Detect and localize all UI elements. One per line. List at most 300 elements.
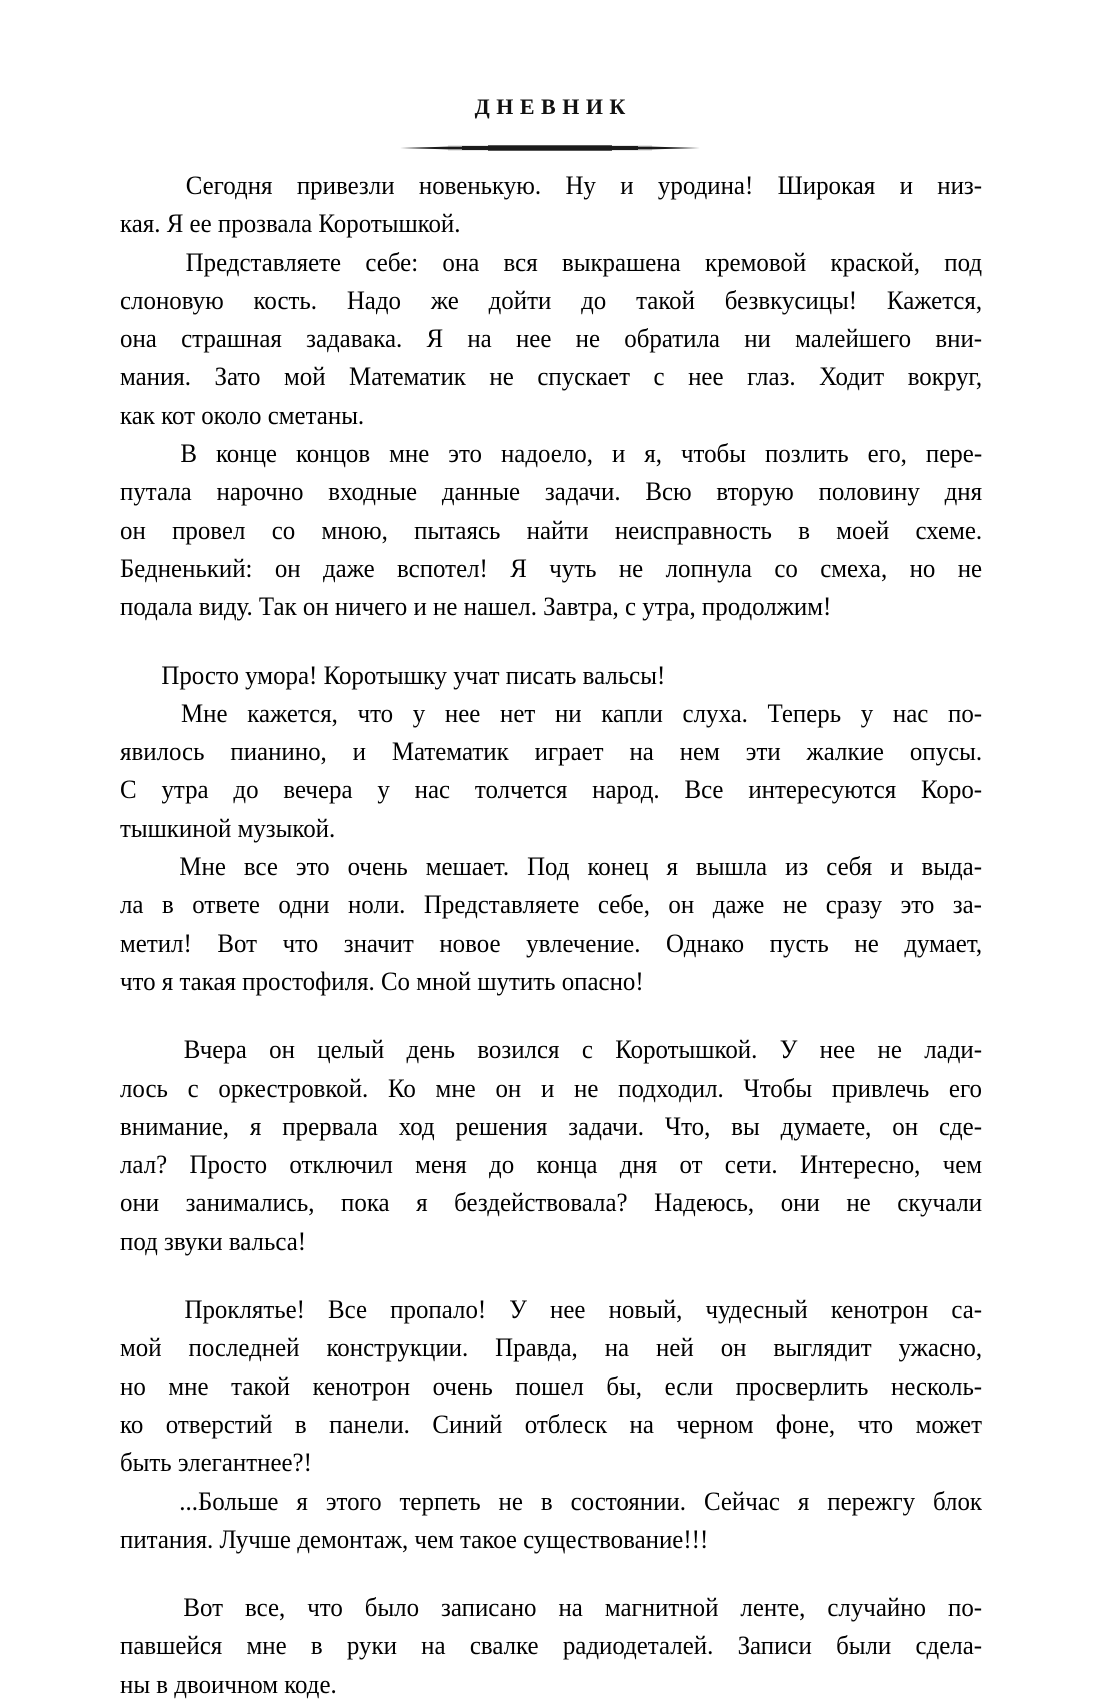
word: отблеск bbox=[524, 1408, 608, 1439]
text-line bbox=[120, 847, 982, 885]
word: от bbox=[679, 1149, 703, 1180]
word: толчется bbox=[474, 774, 568, 805]
word: скучали bbox=[897, 1187, 983, 1218]
word: она bbox=[442, 246, 480, 277]
word: лось bbox=[120, 1072, 168, 1103]
word: дойти bbox=[488, 284, 552, 315]
word: Так bbox=[258, 591, 297, 622]
word: В bbox=[180, 438, 197, 469]
word: павшейся bbox=[120, 1630, 223, 1661]
word: и bbox=[611, 438, 626, 469]
text-line bbox=[120, 1626, 982, 1664]
word: он bbox=[495, 1072, 522, 1103]
text-line bbox=[120, 511, 982, 549]
text-line bbox=[120, 396, 982, 434]
word: позлить bbox=[764, 438, 849, 469]
word: он bbox=[269, 1034, 295, 1065]
word: я, bbox=[644, 438, 662, 469]
word: дня bbox=[619, 1149, 658, 1180]
word: радиодеталей. bbox=[562, 1630, 714, 1661]
word: конструкции. bbox=[326, 1332, 469, 1363]
word: метил! bbox=[120, 927, 192, 958]
word: ни bbox=[744, 323, 771, 354]
word: нее bbox=[688, 361, 724, 392]
text-line bbox=[120, 1030, 982, 1068]
paragraph-indent bbox=[120, 694, 161, 732]
word: за- bbox=[952, 889, 982, 920]
text-line bbox=[120, 1183, 982, 1221]
word: путала bbox=[120, 476, 192, 507]
text-line bbox=[120, 472, 982, 510]
word: ...Больше bbox=[179, 1485, 279, 1516]
word: я bbox=[249, 1110, 262, 1141]
word: это bbox=[295, 851, 330, 882]
word: с bbox=[581, 1034, 593, 1065]
text-line bbox=[120, 1520, 982, 1558]
word: до bbox=[489, 1149, 515, 1180]
paragraph-indent bbox=[120, 434, 161, 472]
word: в bbox=[156, 1668, 169, 1699]
word: по- bbox=[948, 1592, 983, 1623]
word: были bbox=[836, 1630, 892, 1661]
word: очень bbox=[347, 851, 408, 882]
word: смеха, bbox=[820, 552, 888, 583]
word: привлечь bbox=[831, 1072, 930, 1103]
word: концов bbox=[295, 438, 371, 469]
word: У bbox=[779, 1034, 798, 1065]
word: ленте, bbox=[740, 1592, 806, 1623]
word: Все bbox=[684, 774, 724, 805]
word: чуть bbox=[549, 552, 597, 583]
word: до bbox=[233, 774, 259, 805]
word: случайно bbox=[827, 1592, 927, 1623]
word: возился bbox=[477, 1034, 560, 1065]
body-paragraph bbox=[120, 166, 982, 243]
text-line bbox=[120, 1482, 982, 1520]
word: под bbox=[120, 1225, 158, 1256]
word: умора! bbox=[245, 659, 318, 690]
diary-entry bbox=[120, 656, 982, 1001]
word: Коротышку bbox=[323, 659, 447, 690]
word: Чтобы bbox=[743, 1072, 813, 1103]
text-line bbox=[120, 587, 982, 625]
word: в bbox=[798, 514, 810, 545]
word: ла bbox=[120, 889, 144, 920]
word: было bbox=[364, 1592, 420, 1623]
paragraph-indent bbox=[120, 1290, 161, 1328]
word: даже bbox=[712, 889, 765, 920]
word: и bbox=[890, 851, 904, 882]
word: жалкие bbox=[806, 736, 884, 767]
text-line bbox=[120, 1069, 982, 1107]
word: и bbox=[540, 1072, 555, 1103]
word: страшная bbox=[181, 323, 282, 354]
word: думает, bbox=[904, 927, 983, 958]
word: из bbox=[785, 851, 809, 882]
word: Интересно, bbox=[799, 1149, 921, 1180]
word: быть bbox=[120, 1447, 172, 1478]
word: вальсы! bbox=[582, 659, 666, 690]
word: половину bbox=[818, 476, 920, 507]
word: конец bbox=[587, 851, 649, 882]
word: свалке bbox=[469, 1630, 539, 1661]
word: сразу bbox=[825, 889, 883, 920]
word: такое bbox=[459, 1523, 517, 1554]
word: панели. bbox=[329, 1408, 410, 1439]
word: сдела- bbox=[915, 1630, 983, 1661]
entry-separator bbox=[120, 1260, 982, 1290]
word: эти bbox=[745, 736, 781, 767]
word: конце bbox=[215, 438, 277, 469]
word: же bbox=[430, 284, 459, 315]
word: он bbox=[302, 591, 329, 622]
word: новое bbox=[439, 927, 501, 958]
body-paragraph bbox=[120, 847, 982, 1000]
text-line bbox=[120, 319, 982, 357]
word: Вот bbox=[183, 1592, 223, 1623]
word: Теперь bbox=[767, 697, 842, 728]
word: демонтаж, bbox=[297, 1523, 409, 1554]
text-line bbox=[120, 434, 982, 472]
word: это bbox=[900, 889, 935, 920]
word: внимание, bbox=[120, 1110, 230, 1141]
word: Коротышкой. bbox=[615, 1034, 758, 1065]
word: сде- bbox=[938, 1110, 983, 1141]
word: на bbox=[421, 1630, 446, 1661]
word: явилось bbox=[120, 736, 205, 767]
word: пошел bbox=[515, 1370, 584, 1401]
word: занимались, bbox=[185, 1187, 315, 1218]
word: Математик bbox=[391, 736, 509, 767]
word: Мне bbox=[181, 697, 228, 728]
word: ее bbox=[189, 208, 212, 239]
word: на bbox=[558, 1592, 583, 1623]
word: у bbox=[412, 697, 426, 728]
word: капли bbox=[601, 697, 663, 728]
word: не bbox=[489, 361, 514, 392]
text-line bbox=[120, 770, 982, 808]
word: найти bbox=[526, 514, 589, 545]
diary-entry bbox=[120, 1588, 982, 1703]
word: У bbox=[509, 1294, 527, 1325]
word: пытаясь bbox=[414, 514, 501, 545]
word: глаз. bbox=[747, 361, 796, 392]
word: вальса! bbox=[228, 1225, 307, 1256]
word: но bbox=[120, 1370, 146, 1401]
word: Завтра, bbox=[543, 591, 619, 622]
word: са- bbox=[951, 1294, 983, 1325]
word: народ. bbox=[592, 774, 660, 805]
word: записано bbox=[441, 1592, 537, 1623]
body-paragraph bbox=[120, 1030, 982, 1260]
word: не bbox=[618, 552, 644, 583]
word: фоне, bbox=[775, 1408, 836, 1439]
text-line bbox=[120, 1443, 982, 1481]
word: такая bbox=[179, 965, 236, 996]
word: С bbox=[120, 774, 137, 805]
diary-entry bbox=[120, 1290, 982, 1558]
word: отключил bbox=[289, 1149, 393, 1180]
word: привезли bbox=[296, 170, 395, 200]
word: может bbox=[915, 1408, 982, 1439]
word: я bbox=[666, 851, 678, 882]
word: что bbox=[307, 1592, 343, 1623]
word: даже bbox=[323, 552, 375, 583]
word: ход bbox=[398, 1110, 435, 1141]
word: Лучше bbox=[219, 1523, 291, 1554]
word: чудесный bbox=[705, 1294, 808, 1325]
word: вся bbox=[503, 246, 538, 277]
word: под bbox=[944, 246, 983, 277]
word: Однако bbox=[666, 927, 745, 958]
word: тышкиной bbox=[120, 812, 232, 843]
word: пока bbox=[341, 1187, 390, 1218]
entry-separator bbox=[120, 1558, 982, 1588]
word: надоело, bbox=[500, 438, 593, 469]
word: меня bbox=[415, 1149, 467, 1180]
text-line bbox=[120, 1107, 982, 1145]
word: Представляете bbox=[185, 246, 342, 277]
word: одни bbox=[278, 889, 330, 920]
word: кот bbox=[161, 399, 195, 430]
word: Правда, bbox=[495, 1332, 578, 1363]
word: Просто bbox=[189, 1149, 268, 1180]
word: задачи. bbox=[568, 1110, 645, 1141]
word: шутить bbox=[477, 965, 556, 996]
word: мания. bbox=[120, 361, 191, 392]
word: магнитной bbox=[604, 1592, 719, 1623]
word: не bbox=[957, 552, 983, 583]
word: музыкой. bbox=[237, 812, 336, 843]
word: они bbox=[120, 1187, 160, 1218]
word: Со bbox=[380, 965, 411, 996]
word: утра bbox=[161, 774, 209, 805]
word: последней bbox=[188, 1332, 300, 1363]
word: продолжим! bbox=[701, 591, 832, 622]
word: он bbox=[668, 889, 695, 920]
word: нас bbox=[892, 697, 929, 728]
text-line bbox=[120, 1145, 982, 1183]
word: на bbox=[629, 736, 654, 767]
text-line bbox=[120, 732, 982, 770]
word: прервала bbox=[282, 1110, 378, 1141]
text-line bbox=[120, 281, 982, 319]
word: существование!!! bbox=[523, 1523, 709, 1554]
word: на bbox=[629, 1408, 654, 1439]
word: неисправность bbox=[614, 514, 772, 545]
word: вышла bbox=[695, 851, 768, 882]
word: Надеюсь, bbox=[654, 1187, 755, 1218]
word: ко bbox=[120, 1408, 144, 1439]
body-paragraph bbox=[120, 243, 982, 434]
word: Сегодня bbox=[185, 170, 273, 200]
word: что bbox=[357, 697, 394, 728]
word: подходил. bbox=[618, 1072, 724, 1103]
word: просверлить bbox=[735, 1370, 869, 1401]
word: на bbox=[467, 323, 492, 354]
word: Ко bbox=[388, 1072, 416, 1103]
word: не bbox=[433, 591, 458, 622]
word: вы bbox=[731, 1110, 760, 1141]
word: мне bbox=[389, 438, 430, 469]
word: у bbox=[860, 697, 874, 728]
word: не bbox=[877, 1034, 902, 1065]
word: Под bbox=[527, 851, 570, 882]
word: пережгу bbox=[827, 1485, 916, 1516]
text-line bbox=[120, 243, 982, 281]
word: звуки bbox=[163, 1225, 223, 1256]
word: он bbox=[274, 552, 301, 583]
word: они bbox=[780, 1187, 820, 1218]
word: пропало! bbox=[390, 1294, 487, 1325]
word: подала bbox=[120, 591, 193, 622]
word: блок bbox=[932, 1485, 983, 1516]
word: нас bbox=[414, 774, 451, 805]
word: я bbox=[797, 1485, 810, 1516]
word: Я bbox=[166, 208, 184, 239]
word: нет bbox=[500, 697, 536, 728]
word: но bbox=[909, 552, 936, 583]
word: Я bbox=[510, 552, 527, 583]
body-paragraph bbox=[120, 434, 982, 625]
word: задачи. bbox=[544, 476, 621, 507]
word: увлечение. bbox=[526, 927, 641, 958]
body-textblock bbox=[120, 166, 982, 1703]
word: все, bbox=[244, 1592, 286, 1623]
word: себе, bbox=[597, 889, 650, 920]
word: лопнула bbox=[665, 552, 752, 583]
word: я bbox=[296, 1485, 308, 1516]
word: по- bbox=[948, 697, 983, 728]
word: мне bbox=[435, 1072, 476, 1103]
word: данные bbox=[441, 476, 521, 507]
word: нее bbox=[444, 697, 481, 728]
paragraph-indent bbox=[120, 166, 161, 204]
word: все bbox=[243, 851, 278, 882]
text-line bbox=[120, 885, 982, 923]
word: ничего bbox=[334, 591, 408, 622]
diary-entry bbox=[120, 1030, 982, 1260]
word: около bbox=[201, 399, 262, 430]
text-line bbox=[120, 809, 982, 847]
word: черном bbox=[676, 1408, 754, 1439]
word: интересуются bbox=[748, 774, 897, 805]
text-line bbox=[120, 962, 982, 1000]
word: Я bbox=[426, 323, 444, 354]
word: уродина! bbox=[657, 170, 754, 200]
word: Все bbox=[328, 1294, 368, 1325]
word: Ходит bbox=[819, 361, 885, 392]
word: дня bbox=[944, 476, 983, 507]
word: несколь- bbox=[890, 1370, 983, 1401]
word: мне bbox=[168, 1370, 209, 1401]
word: оркестровкой. bbox=[218, 1072, 369, 1103]
word: до bbox=[581, 284, 607, 315]
word: Сейчас bbox=[703, 1485, 780, 1516]
word: ответе bbox=[192, 889, 260, 920]
word: Просто bbox=[161, 659, 239, 690]
paragraph-indent bbox=[120, 847, 161, 885]
word: в bbox=[161, 889, 174, 920]
word: не bbox=[846, 1187, 871, 1218]
word: с bbox=[187, 1072, 199, 1103]
word: ужасно, bbox=[898, 1332, 983, 1363]
word: Бедненький: bbox=[120, 552, 253, 583]
word: не bbox=[574, 1072, 599, 1103]
entry-separator bbox=[120, 626, 982, 656]
word: вторую bbox=[716, 476, 794, 507]
text-line bbox=[120, 1665, 982, 1703]
word: виду. bbox=[198, 591, 253, 622]
word: Представляете bbox=[423, 889, 580, 920]
word: руки bbox=[346, 1630, 397, 1661]
word: с bbox=[653, 361, 665, 392]
text-line bbox=[120, 549, 982, 587]
tapered-rule-ornament bbox=[400, 143, 700, 153]
word: утра, bbox=[642, 591, 696, 622]
word: и bbox=[620, 170, 634, 200]
word: нее bbox=[515, 323, 552, 354]
word: элегантнее?! bbox=[177, 1447, 312, 1478]
text-line bbox=[120, 1222, 982, 1260]
word: не bbox=[782, 889, 808, 920]
text-line bbox=[120, 1328, 982, 1366]
word: Проклятье! bbox=[184, 1294, 305, 1325]
word: в bbox=[310, 1630, 323, 1661]
word: выда- bbox=[921, 851, 983, 882]
word: бездействовала? bbox=[454, 1187, 628, 1218]
word: Синий bbox=[432, 1408, 503, 1439]
word: день bbox=[406, 1034, 455, 1065]
word: такой bbox=[636, 284, 695, 315]
word: со bbox=[271, 514, 296, 545]
running-head bbox=[0, 96, 1100, 119]
word: его bbox=[948, 1072, 983, 1103]
word: что bbox=[282, 927, 319, 958]
word: терпеть bbox=[399, 1485, 481, 1516]
text-line bbox=[120, 357, 982, 395]
entry-separator bbox=[120, 1000, 982, 1030]
word: не bbox=[854, 927, 879, 958]
word: мой bbox=[283, 361, 326, 392]
word: я bbox=[416, 1187, 428, 1218]
word: Зато bbox=[214, 361, 261, 392]
word: нее bbox=[550, 1294, 586, 1325]
word: Всю bbox=[645, 476, 692, 507]
word: мой bbox=[120, 1332, 162, 1363]
word: ны bbox=[120, 1668, 151, 1699]
body-paragraph bbox=[120, 1290, 982, 1481]
paragraph-indent bbox=[120, 243, 161, 281]
word: он bbox=[892, 1110, 919, 1141]
word: ней bbox=[656, 1332, 694, 1363]
word: и bbox=[413, 591, 427, 622]
word: писать bbox=[505, 659, 577, 690]
word: Кажется, bbox=[886, 284, 983, 315]
word: что bbox=[857, 1408, 894, 1439]
word: мешает. bbox=[425, 851, 510, 882]
text-line bbox=[120, 924, 982, 962]
running-head-title: ДНЕВНИК bbox=[474, 94, 632, 119]
word: в bbox=[540, 1485, 553, 1516]
word: кремовой bbox=[704, 246, 807, 277]
body-paragraph bbox=[120, 656, 982, 694]
body-paragraph bbox=[120, 1482, 982, 1559]
word: не bbox=[498, 1485, 523, 1516]
text-line bbox=[120, 656, 982, 694]
word: кажется, bbox=[247, 697, 338, 728]
word: краской, bbox=[830, 246, 920, 277]
